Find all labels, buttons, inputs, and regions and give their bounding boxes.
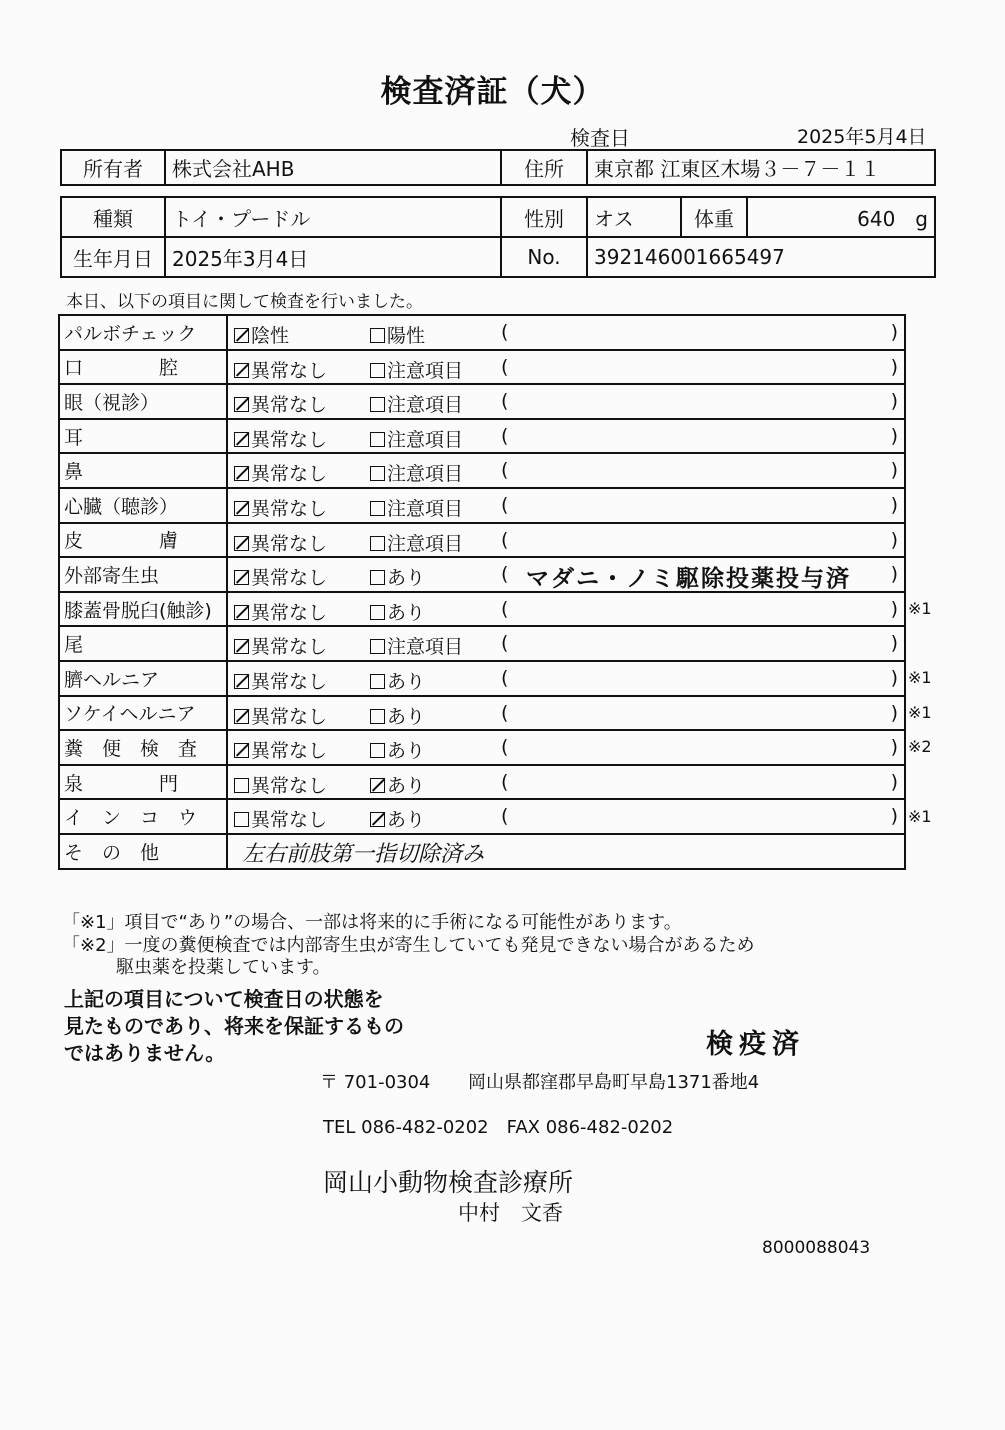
checkbox-icon [370,639,385,654]
checked-box-icon [234,363,249,378]
check-item-label: 鼻 [59,453,227,488]
checkbox-icon [234,778,249,793]
option-1-label: 異常なし [251,774,328,797]
check-result-cell [227,453,905,488]
sex-value: オス [587,197,681,237]
option-2 [370,529,463,556]
checkbox-icon [370,536,385,551]
option-2-label: 注意項目 [387,394,464,417]
check-row [59,696,905,731]
option-1-label: 異常なし [251,636,328,659]
left-paren: ( [501,390,509,413]
left-paren: ( [501,701,509,724]
option-2 [370,736,425,763]
check-row [59,315,905,350]
check-result-cell [227,419,905,454]
checkbox-icon [370,397,385,412]
check-item-label: 外部寄生虫 [59,557,227,592]
option-2-label: あり [387,601,426,624]
check-result-cell [227,696,905,731]
option-2 [370,771,425,798]
option-1-label: 異常なし [251,809,328,832]
left-paren: ( [501,632,509,655]
checkbox-icon [370,363,385,378]
left-paren: ( [501,736,509,759]
check-item-label: 眼（視診） [59,384,227,419]
option-2 [370,805,425,832]
checked-box-icon [234,432,249,447]
option-2 [370,390,463,417]
disclaimer-line-3: ではありません。 [64,1041,226,1065]
checked-box-icon [234,743,249,758]
option-2-label: あり [387,705,426,728]
option-1-label: 異常なし [251,394,328,417]
clinic-name: 岡山小動物検査診療所 [323,1168,574,1197]
checkbox-icon [370,605,385,620]
reference-mark: ※1 [908,806,932,826]
option-1-label: 異常なし [251,359,328,382]
doctor-name: 中村 文香 [458,1201,563,1225]
option-1 [234,598,327,625]
option-2-label: あり [387,740,426,763]
checked-box-icon [234,397,249,412]
option-1-label: 異常なし [251,497,328,520]
right-paren: ) [890,528,898,551]
document-title: 検査済証（犬） [380,74,605,110]
left-paren: ( [501,770,509,793]
birth-label: 生年月日 [61,237,165,277]
breed-value: トイ・プードル [165,197,501,237]
left-paren: ( [501,528,509,551]
check-item-label: 心臓（聴診） [59,488,227,523]
left-paren: ( [501,459,509,482]
option-1 [234,321,289,348]
check-row [59,730,905,765]
option-2-label: あり [387,774,426,797]
left-paren: ( [501,321,509,343]
right-paren: ) [890,424,898,447]
no-label: No. [501,237,587,277]
right-paren: ) [890,736,898,759]
check-row [59,488,905,523]
check-row [59,453,905,488]
option-2-label: 注意項目 [387,463,464,486]
option-2 [370,425,463,452]
document-code: 8000088043 [762,1238,871,1258]
checked-box-icon [234,501,249,516]
option-1-label: 異常なし [251,705,328,728]
left-paren: ( [501,355,509,378]
option-2-label: 注意項目 [387,636,464,659]
owner-label: 所有者 [61,150,165,185]
option-2-label: あり [387,809,426,832]
checkbox-icon [370,466,385,481]
checked-box-icon [234,639,249,654]
option-1 [234,667,327,694]
tel-fax: TEL 086-482-0202 FAX 086-482-0202 [323,1117,674,1138]
option-1 [234,702,327,729]
disclaimer-line-2: 見たものであり、将来を保証するもの [64,1014,404,1038]
check-row [59,592,905,627]
check-row [59,626,905,661]
footnote-2-line-1: 「※2」一度の糞便検査では内部寄生虫が寄生していても発見できない場合があるため [62,935,755,956]
check-table [58,314,906,870]
other-value: 左右前肢第一指切除済み [242,841,485,867]
check-result-cell [227,315,905,350]
other-label: そ の 他 [59,834,227,869]
right-paren: ) [890,321,898,343]
option-2-label: 注意項目 [387,532,464,555]
check-item-label: ソケイヘルニア [59,696,227,731]
breed-label: 種類 [61,197,165,237]
check-row [59,765,905,800]
option-1-label: 異常なし [251,567,328,590]
option-2-label: 注意項目 [387,497,464,520]
option-2-label: 陽性 [387,325,426,347]
checked-box-icon [234,570,249,585]
option-1 [234,390,327,417]
option-1 [234,632,327,659]
option-1-label: 異常なし [251,670,328,693]
right-paren: ) [890,666,898,689]
checked-box-icon [234,466,249,481]
option-2 [370,494,463,521]
weight-value: 640 g [747,197,935,237]
checked-box-icon [370,778,385,793]
check-item-label: パルボチェック [59,315,227,350]
right-paren: ) [890,390,898,413]
option-2-label: 注意項目 [387,359,464,382]
owner-value: 株式会社AHB [165,150,501,185]
option-1-label: 陰性 [251,325,290,347]
checkbox-icon [370,328,385,343]
right-paren: ) [890,563,898,586]
other-cell [227,834,905,869]
right-paren: ) [890,459,898,482]
address-label: 住所 [501,150,587,185]
check-result-cell [227,592,905,627]
right-paren: ) [890,805,898,828]
check-result-cell [227,384,905,419]
birth-value: 2025年3月4日 [165,237,501,277]
check-result-cell [227,557,905,592]
check-result-cell [227,799,905,834]
footnote-2-line-2: 駆虫薬を投薬しています。 [62,957,331,978]
reference-mark: ※1 [908,702,932,722]
checkbox-icon [370,674,385,689]
reference-mark: ※1 [908,599,932,619]
option-1 [234,356,327,383]
left-paren: ( [501,805,509,828]
left-paren: ( [501,563,509,586]
option-1 [234,736,327,763]
option-2 [370,459,463,486]
check-result-cell [227,523,905,558]
right-paren: ) [890,701,898,724]
check-item-label: 糞 便 検 査 [59,730,227,765]
right-paren: ) [890,632,898,655]
check-item-label: 尾 [59,626,227,661]
option-1 [234,425,327,452]
owner-table [60,149,936,186]
checkbox-icon [370,709,385,724]
option-1-label: 異常なし [251,532,328,555]
option-1-label: 異常なし [251,428,328,451]
disclaimer-line-1: 上記の項目について検査日の状態を [64,987,384,1011]
left-paren: ( [501,597,509,620]
option-2-label: あり [387,670,426,693]
check-result-cell [227,488,905,523]
checkbox-icon [234,812,249,827]
checked-box-icon [370,812,385,827]
postal-code: 〒 701-0304 [320,1072,431,1093]
footnote-1: 「※1」項目で“あり”の場合、一部は将来的に手術になる可能性があります。 [62,912,682,933]
right-paren: ) [890,597,898,620]
option-2-label: 注意項目 [387,428,464,451]
option-2 [370,632,463,659]
checked-box-icon [234,328,249,343]
checked-box-icon [234,605,249,620]
right-paren: ) [890,355,898,378]
check-result-cell [227,661,905,696]
inspection-date-label: 検査日 [570,126,630,150]
option-1 [234,563,327,590]
right-paren: ) [890,770,898,793]
option-2 [370,667,425,694]
inspection-date: 2025年5月4日 [797,126,927,148]
check-item-label: 皮 膚 [59,523,227,558]
check-row [59,799,905,834]
option-2 [370,563,425,590]
right-paren: ) [890,493,898,516]
checkbox-icon [370,570,385,585]
option-1 [234,494,327,521]
option-1 [234,459,327,486]
checked-box-icon [234,674,249,689]
check-row [59,419,905,454]
option-2-label: あり [387,567,426,590]
option-2 [370,598,425,625]
weight-label: 体重 [681,197,747,237]
check-note: マダニ・ノミ駆除投薬投与済 [526,566,851,592]
checkbox-icon [370,432,385,447]
left-paren: ( [501,424,509,447]
check-result-cell [227,350,905,385]
checked-box-icon [234,709,249,724]
option-1-label: 異常なし [251,463,328,486]
no-value: 392146001665497 [587,237,935,277]
disclaimer [64,986,404,1067]
quarantine-stamp: 検疫済 [706,1029,805,1060]
option-2 [370,702,425,729]
option-2 [370,356,463,383]
check-item-label: 膝蓋骨脱臼(触診) [59,592,227,627]
check-result-cell [227,765,905,800]
clinic-address: 岡山県都窪郡早島町早島1371番地4 [468,1072,760,1093]
check-row [59,557,905,592]
sex-label: 性別 [501,197,587,237]
check-item-label: 口 腔 [59,350,227,385]
check-item-label: 臍ヘルニア [59,661,227,696]
reference-mark: ※1 [908,668,932,688]
check-item-label: イ ン コ ウ [59,799,227,834]
check-row [59,523,905,558]
animal-table [60,196,936,278]
option-1 [234,805,327,832]
address-value: 東京都 江東区木場３－７－１１ [587,150,935,185]
check-result-cell [227,626,905,661]
option-1 [234,529,327,556]
check-result-cell [227,730,905,765]
checkbox-icon [370,743,385,758]
reference-mark: ※2 [908,737,932,757]
check-item-label: 耳 [59,419,227,454]
option-1-label: 異常なし [251,740,328,763]
option-2 [370,321,425,348]
checkbox-icon [370,501,385,516]
option-1-label: 異常なし [251,601,328,624]
left-paren: ( [501,493,509,516]
option-1 [234,771,327,798]
check-item-label: 泉 門 [59,765,227,800]
checked-box-icon [234,536,249,551]
footnote-2 [62,935,755,979]
check-row [59,661,905,696]
check-row [59,350,905,385]
intro-text: 本日、以下の項目に関して検査を行いました。 [66,292,423,312]
check-row [59,384,905,419]
left-paren: ( [501,666,509,689]
